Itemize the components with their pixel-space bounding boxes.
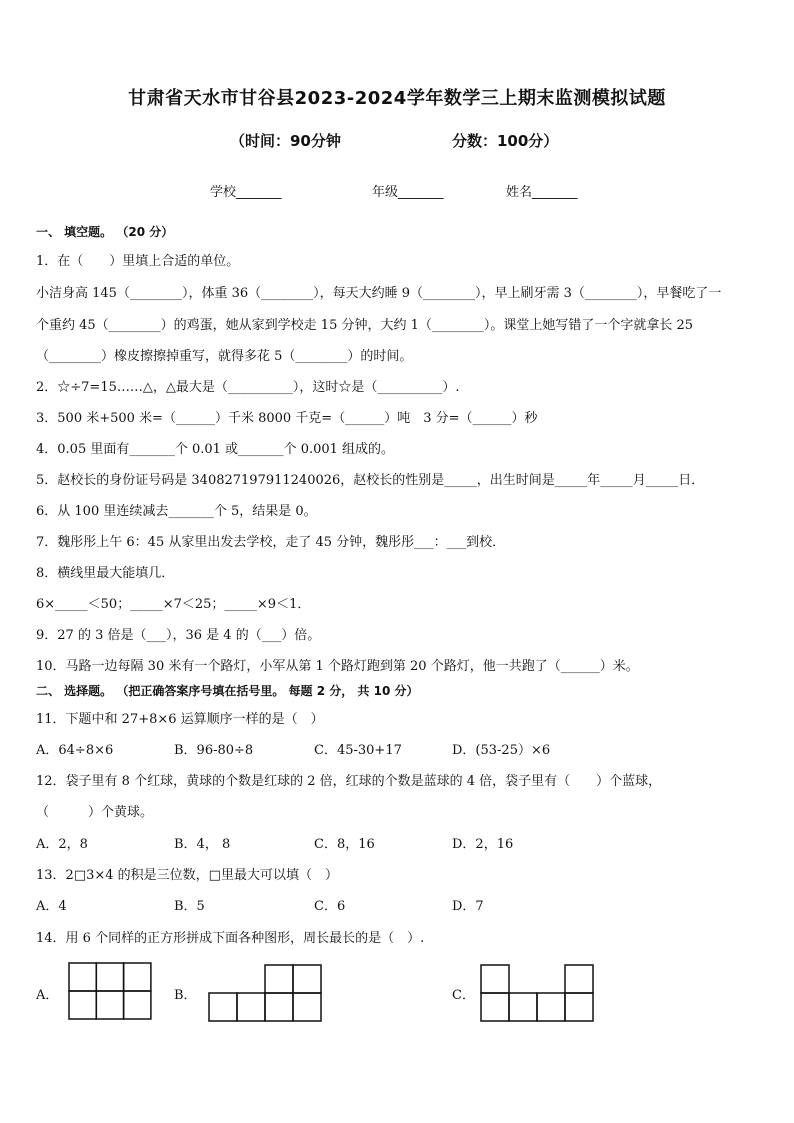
q14-figure-b bbox=[208, 964, 322, 1022]
q9-line: 9．27 的 3 倍是（___），36 是 4 的（___）倍。 bbox=[36, 628, 321, 643]
section2-heading: 二、 选择题。 （把正确答案序号填在括号里。 每题 2 分， 共 10 分） bbox=[36, 684, 419, 698]
q11-option-a: A．64÷8×6 bbox=[36, 743, 114, 758]
q12-option-b: B．4， 8 bbox=[174, 837, 231, 852]
q2-line: 2．☆÷7=15……△，△最大是（__________），这时☆是（__________）. bbox=[36, 380, 460, 395]
q1-text-line3: （________）橡皮擦擦掉重写，就得多花 5（________）的时间。 bbox=[36, 349, 413, 364]
name-field: 姓名_______ bbox=[506, 185, 578, 200]
q13-option-c: C．6 bbox=[314, 899, 346, 914]
q3-line: 3．500 米+500 米=（______）千米 8000 千克=（______）吨 3 分=（______）秒 bbox=[36, 411, 538, 426]
q1-text-line1: 小洁身高 145（________），体重 36（________），每天大约睡 9（________），早上刷牙需 3（________），早餐吃了一 bbox=[36, 286, 722, 301]
exam-title: 甘肃省天水市甘谷县2023-2024学年数学三上期末监测模拟试题 bbox=[128, 88, 666, 109]
q14-figure-c bbox=[480, 964, 594, 1022]
q5-line: 5．赵校长的身份证号码是 340827197911240026，赵校长的性别是_____，出生时间是_____年_____月_____日． bbox=[36, 473, 705, 488]
q11-option-c: C．45-30+17 bbox=[314, 743, 402, 758]
q8-blanks-line: 6×_____＜50；_____×7＜25；_____×9＜1． bbox=[36, 597, 311, 612]
q11-line: 11．下题中和 27+8×6 运算顺序一样的是（ ） bbox=[36, 712, 324, 727]
q12-option-d: D．2，16 bbox=[452, 837, 514, 852]
q13-option-d: D．7 bbox=[452, 899, 484, 914]
q4-line: 4．0.05 里面有_______个 0.01 或_______个 0.001 组成的。 bbox=[36, 442, 395, 457]
school-field: 学校_______ bbox=[210, 185, 282, 200]
q10-line: 10．马路一边每隔 30 米有一个路灯，小军从第 1 个路灯跑到第 20 个路灯，他一共跑了（______）米。 bbox=[36, 659, 639, 674]
q12-line1: 12．袋子里有 8 个红球，黄球的个数是红球的 2 倍，红球的个数是蓝球的 4 倍，袋子里有（ ）个蓝球， bbox=[36, 774, 662, 789]
q13-option-b: B．5 bbox=[174, 899, 205, 914]
q11-option-d: D．(53-25）×6 bbox=[452, 743, 551, 758]
q13-line: 13．2□3×4 的积是三位数，□里最大可以填（ ） bbox=[36, 868, 338, 883]
q14-option-b-label: B． bbox=[174, 988, 197, 1003]
exam-time: （时间：90分钟 bbox=[230, 132, 341, 150]
q1-text-line2: 个重约 45（________）的鸡蛋，她从家到学校走 15 分钟，大约 1（________）。课堂上她写错了一个字就拿长 25 bbox=[36, 318, 694, 333]
exam-score: 分数：100分） bbox=[452, 132, 559, 150]
q14-option-a-label: A． bbox=[36, 988, 59, 1003]
section1-heading: 一、 填空题。 （20 分） bbox=[36, 225, 174, 239]
q14-option-c-label: C． bbox=[452, 988, 475, 1003]
q7-line: 7．魏彤彤上午 6：45 从家里出发去学校，走了 45 分钟，魏彤彤___：___到校． bbox=[36, 535, 506, 550]
q13-option-a: A．4 bbox=[36, 899, 67, 914]
q1-line: 1．在（ ）里填上合适的单位。 bbox=[36, 254, 240, 269]
q11-option-b: B．96-80÷8 bbox=[174, 743, 254, 758]
q14-figure-a bbox=[68, 962, 152, 1020]
q12-option-c: C．8，16 bbox=[314, 837, 375, 852]
q14-line: 14．用 6 个同样的正方形拼成下面各种图形，周长最长的是（ ）. bbox=[36, 931, 425, 946]
q8-line: 8．横线里最大能填几． bbox=[36, 566, 175, 581]
grade-field: 年级_______ bbox=[372, 185, 444, 200]
q12-line2: （ ）个黄球。 bbox=[36, 805, 154, 820]
q6-line: 6．从 100 里连续减去_______个 5，结果是 0。 bbox=[36, 504, 317, 519]
q12-option-a: A．2，8 bbox=[36, 837, 88, 852]
